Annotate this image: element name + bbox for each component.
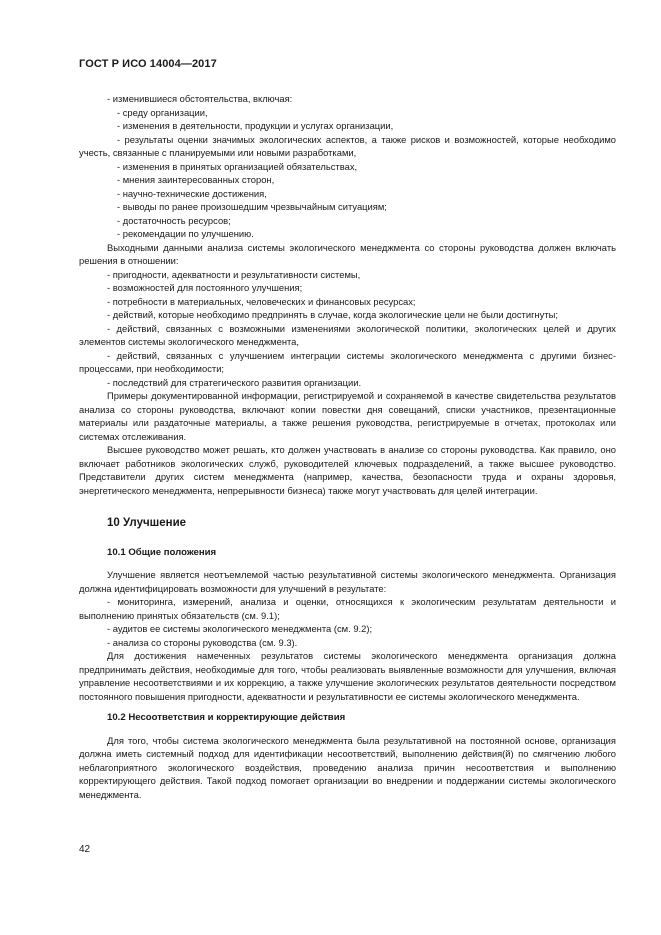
list-item: - аудитов ее системы экологического менеджмента (см. 9.2);	[107, 623, 373, 634]
page-number: 42	[79, 844, 91, 855]
list-item: - достаточность ресурсов;	[117, 214, 231, 226]
list-item: - мнения заинтересованных сторон,	[117, 174, 275, 185]
list-item: - последствий для стратегического развития организации.	[107, 376, 362, 388]
subsection-heading: 10.2 Несоответствия и корректирующие действия	[107, 712, 346, 723]
list-item: - изменившиеся обстоятельства, включая:	[107, 93, 293, 104]
list-item: - анализа со стороны руководства (см. 9.3).	[107, 636, 298, 648]
list-item: - действий, связанных с улучшением интеграции системы экологического менеджмента с другими бизнес-процессами, при необходимости;	[79, 349, 616, 374]
page-header: ГОСТ Р ИСО 14004—2017	[79, 58, 217, 70]
list-item: - научно-технические достижения,	[117, 187, 267, 199]
list-item: - изменения в деятельности, продукции и услугах организации,	[117, 120, 394, 131]
paragraph: Примеры документированной информации, регистрируемой и сохраняемой в качестве свидетельства результатов анализа со стороны руководства, включают копии повестки дня совещаний, списки участников, презентационные материалы или раздаточные материалы, а также решения руководства, регистрируемые в отчетах, протоколах или системах отслеживания.	[79, 390, 616, 442]
list-item: - изменения в принятых организацией обязательствах,	[117, 160, 358, 172]
list-item: - возможностей для постоянного улучшения;	[107, 282, 303, 293]
subsection-heading: 10.1 Общие положения	[107, 546, 217, 558]
list-item: - действий, связанных с возможными изменениями экологической политики, экологических целей и других элементов системы экологического менеджмента,	[79, 322, 616, 347]
list-item: - рекомендации по улучшению.	[117, 228, 254, 239]
list-item: - действий, которые необходимо предпринять в случае, когда экологические цели не были достигнуты;	[107, 309, 558, 320]
paragraph: Для достижения намеченных результатов системы экологического менеджмента организация должна предпринимать действия, необходимые для того, чтобы реализовать выявленные возможности для улучшения, включая управление несоответствиями и их коррекцию, а также улучшение экологических результатов деятельности посредством постоянного повышения пригодности, адекватности и результативности ее системы экологического менеджмента.	[79, 650, 616, 702]
section-heading: 10 Улучшение	[107, 517, 187, 529]
document-body	[79, 92, 616, 801]
paragraph: Высшее руководство может решать, кто должен участвовать в анализе со стороны руководства. Как правило, оно включает работников экологических служб, руководителей ключевых подразделений, а также высшее руководство. Представители других систем менеджмента (например, качества, безопасности труда и охраны здоровья, энергетического менеджмента, непрерывности бизнеса) также могут участвовать для целей интеграции.	[79, 444, 616, 496]
list-item: - пригодности, адекватности и результативности системы,	[107, 268, 361, 280]
paragraph: Выходными данными анализа системы экологического менеджмента со стороны руководства должен включать решения в отношении:	[79, 241, 616, 266]
list-item: - результаты оценки значимых экологических аспектов, а также рисков и возможностей, которые необходимо учесть, связанные с планируемыми или новыми разработками,	[79, 133, 616, 158]
paragraph: Для того, чтобы система экологического менеджмента была результативной на постоянной основе, организация должна иметь системный подход для идентификации несоответствий, выполнению действия(й) по смягчению любого неблагоприятного экологического воздействия, проведению анализа причин несоответствия и выполнению корректирующего действия. Такой подход помогает организации во внедрении и поддержании системы экологического менеджмента.	[79, 734, 616, 800]
list-item: - потребности в материальных, человеческих и финансовых ресурсах;	[107, 295, 416, 307]
list-item: - среду организации,	[117, 106, 208, 118]
list-item: - мониторинга, измерений, анализа и оценки, относящихся к экологическим результатам деятельности и выполнению принятых обязательств (см. 9.1);	[79, 596, 616, 621]
paragraph: Улучшение является неотъемлемой частью результативной системы экологического менеджмента. Организация должна идентифицировать возможности для улучшений в результате:	[79, 569, 616, 594]
list-item: - выводы по ранее произошедшим чрезвычайным ситуациям;	[117, 201, 387, 212]
